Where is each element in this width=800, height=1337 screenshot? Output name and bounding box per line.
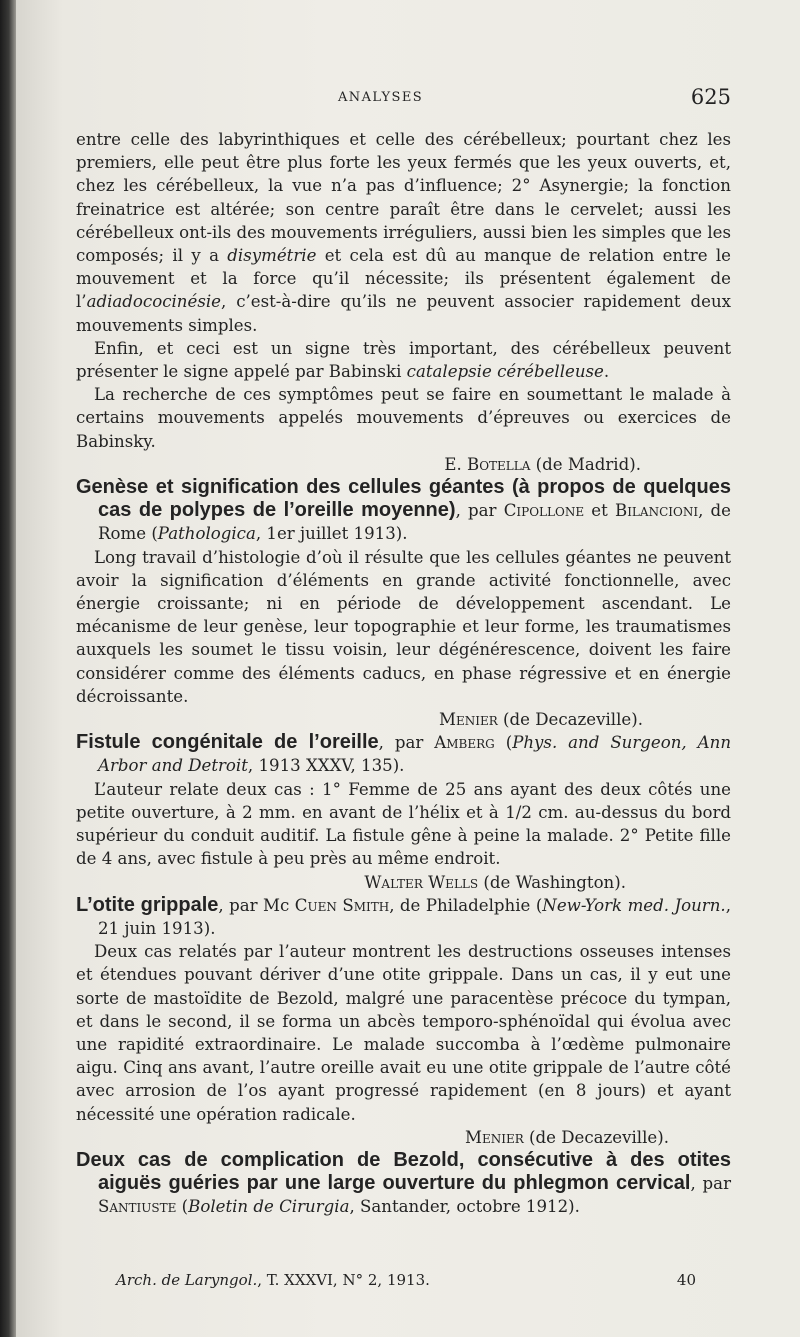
heading-text: ( xyxy=(176,1197,189,1217)
heading-text: , par xyxy=(690,1174,732,1194)
article-title: Fistule congénitale de l’oreille xyxy=(76,731,379,754)
heading-text: , de Philadelphie ( xyxy=(389,895,543,915)
journal-name: Boletin de Cirurgia xyxy=(188,1197,350,1217)
running-head: ANALYSES xyxy=(338,90,424,105)
italic-term: adiadococinésie xyxy=(86,292,221,312)
citation-date: , 1er juillet 1913). xyxy=(255,524,408,544)
heading-text: , par xyxy=(378,733,435,753)
paragraph-babinski xyxy=(76,337,731,383)
heading-text: , par xyxy=(455,501,504,521)
signature-place: (de Washington). xyxy=(478,872,626,892)
paragraph-continuation xyxy=(76,128,731,337)
paragraph-text: et cela est dû au manque de relation entre le mouvement et la force qu’il nécessite; ils présentent également de l’ xyxy=(76,246,731,312)
article-body xyxy=(76,128,731,1219)
heading-text: ( xyxy=(494,733,513,753)
italic-term: disymétrie xyxy=(227,246,317,266)
journal-name: Phys. and Surgeon, Ann Arbor and Detroit xyxy=(98,733,732,776)
article-title: Genèse et signification des cellules géantes (à propos de quelques cas de polypes de l’oreille moyenne) xyxy=(76,476,731,522)
page-number: 625 xyxy=(690,85,731,109)
italic-term: catalepsie cérébelleuse xyxy=(406,362,604,382)
article-heading-fistule xyxy=(76,731,731,777)
signature-name: Menier xyxy=(464,1127,524,1147)
page-footer xyxy=(116,1271,696,1289)
book-binding-shadow xyxy=(0,0,16,1337)
signature-wells xyxy=(76,871,731,894)
heading-text: , par Mc xyxy=(218,895,295,915)
article-heading-bezold xyxy=(76,1149,731,1219)
article-heading-otite-grippale xyxy=(76,894,731,940)
author-name: Santiuste xyxy=(98,1197,177,1217)
paragraph-text: Enfin, et ceci est un signe très important, des cérébelleux peuvent présenter le signe appelé par Babinski xyxy=(76,338,731,382)
paragraph-text: , c’est-à-dire qu’ils ne peuvent associer rapidement deux mouvements simples. xyxy=(76,292,731,335)
scanned-page xyxy=(16,0,800,1337)
signature-place: (de Decazeville). xyxy=(497,710,643,730)
article-text: Long travail d’histologie d’où il résulte que les cellules géantes ne peuvent avoir la signification d’éléments en grande activité fonctionnelle, avec énergie croissante; ni en période de développement ascendant. Le mécanisme de leur genèse, leur topographie et leur forme, les traumatismes auxquels les soumet le tissu voisin, leur dégénérescence, doivent les faire considérer comme des éléments caducs, en phase régressive et en énergie décroissante. xyxy=(76,547,731,706)
journal-name: New-York med. Journ. xyxy=(542,895,726,915)
article-title: L’otite grippale xyxy=(76,893,219,916)
citation-date: , Santander, octobre 1912). xyxy=(349,1197,580,1217)
footer-journal: Arch. de Laryngol. xyxy=(116,1271,258,1289)
paragraph-epreuves: La recherche de ces symptômes peut se faire en soumettant le malade à certains mouvements appelés mouvements d’épreuves ou exercices de Babinsky. xyxy=(76,385,731,451)
signature-place: (de Madrid). xyxy=(530,454,641,474)
paragraph-text: . xyxy=(603,362,610,382)
signature-name: E. Botella xyxy=(444,454,531,474)
sheet-signature: 40 xyxy=(676,1271,696,1289)
paragraph-text: entre celle des labyrinthiques et celle des cérébelleux; pourtant chez les premiers, elle peut être plus forte les yeux fermés que les yeux ouverts, et, chez les cérébelleux, la vue n’a pas d’influence; 2° Asynergie; la fonction freinatrice est altérée; son centre paraît être dans le cervelet; aussi les cérébelleux ont-ils des mouvements irréguliers, aussi bien les simples que les composés; il y a xyxy=(76,130,731,266)
article-text: L’auteur relate deux cas : 1° Femme de 25 ans ayant des deux côtés une petite ouverture, à 2 mm. en avant de l’hélix et à 1/2 cm. au-dessus du bord supérieur du conduit auditif. La fistule gêne à peine la malade. 2° Petite fille de 4 ans, avec fistule à peu près au même endroit. xyxy=(76,779,731,869)
journal-name: Pathologica xyxy=(157,524,256,544)
page-header xyxy=(76,85,731,112)
signature-place: (de Decazeville). xyxy=(523,1127,669,1147)
article-title: Deux cas de complication de Bezold, consécutive à des otites aiguës guéries par une large ouverture du phlegmon cervical xyxy=(76,1148,731,1195)
signature-name: Menier xyxy=(438,710,498,730)
citation-date: , 21 juin 1913). xyxy=(98,895,731,938)
signature-name: Walter Wells xyxy=(364,872,479,892)
author-name: Cipollone xyxy=(503,501,585,521)
article-text: Deux cas relatés par l’auteur montrent les destructions osseuses intenses et étendues pouvant dériver d’une otite grippale. Dans un cas, il y eut une sorte de mastoïdite de Bezold, malgré une paracentèse précoce du tympan, et dans le second, il se forma un abcès temporo-sphénoïdal qui évolua avec une rapidité extraordinaire. Le malade succomba à l’œdème pulmonaire aigu. Cinq ans avant, l’autre oreille avait eu une otite grippale de l’autre côté avec arrosion de l’os ayant progressé rapidement (en 8 jours) et ayant nécessité une opération radicale. xyxy=(76,942,731,1124)
author-name: Amberg xyxy=(434,733,495,753)
citation-date: , 1913 XXXV, 135). xyxy=(247,756,405,776)
heading-text: et xyxy=(584,501,615,521)
author-name: Bilancioni xyxy=(615,501,699,521)
signature-botella xyxy=(76,453,731,476)
heading-text: , de Rome ( xyxy=(98,501,731,544)
signature-menier xyxy=(76,708,731,731)
signature-menier xyxy=(76,1126,731,1149)
article-heading-cellules-geantes xyxy=(76,476,731,546)
author-name: Cuen Smith xyxy=(294,895,390,915)
footer-volume: , T. XXXVI, N° 2, 1913. xyxy=(257,1271,430,1289)
